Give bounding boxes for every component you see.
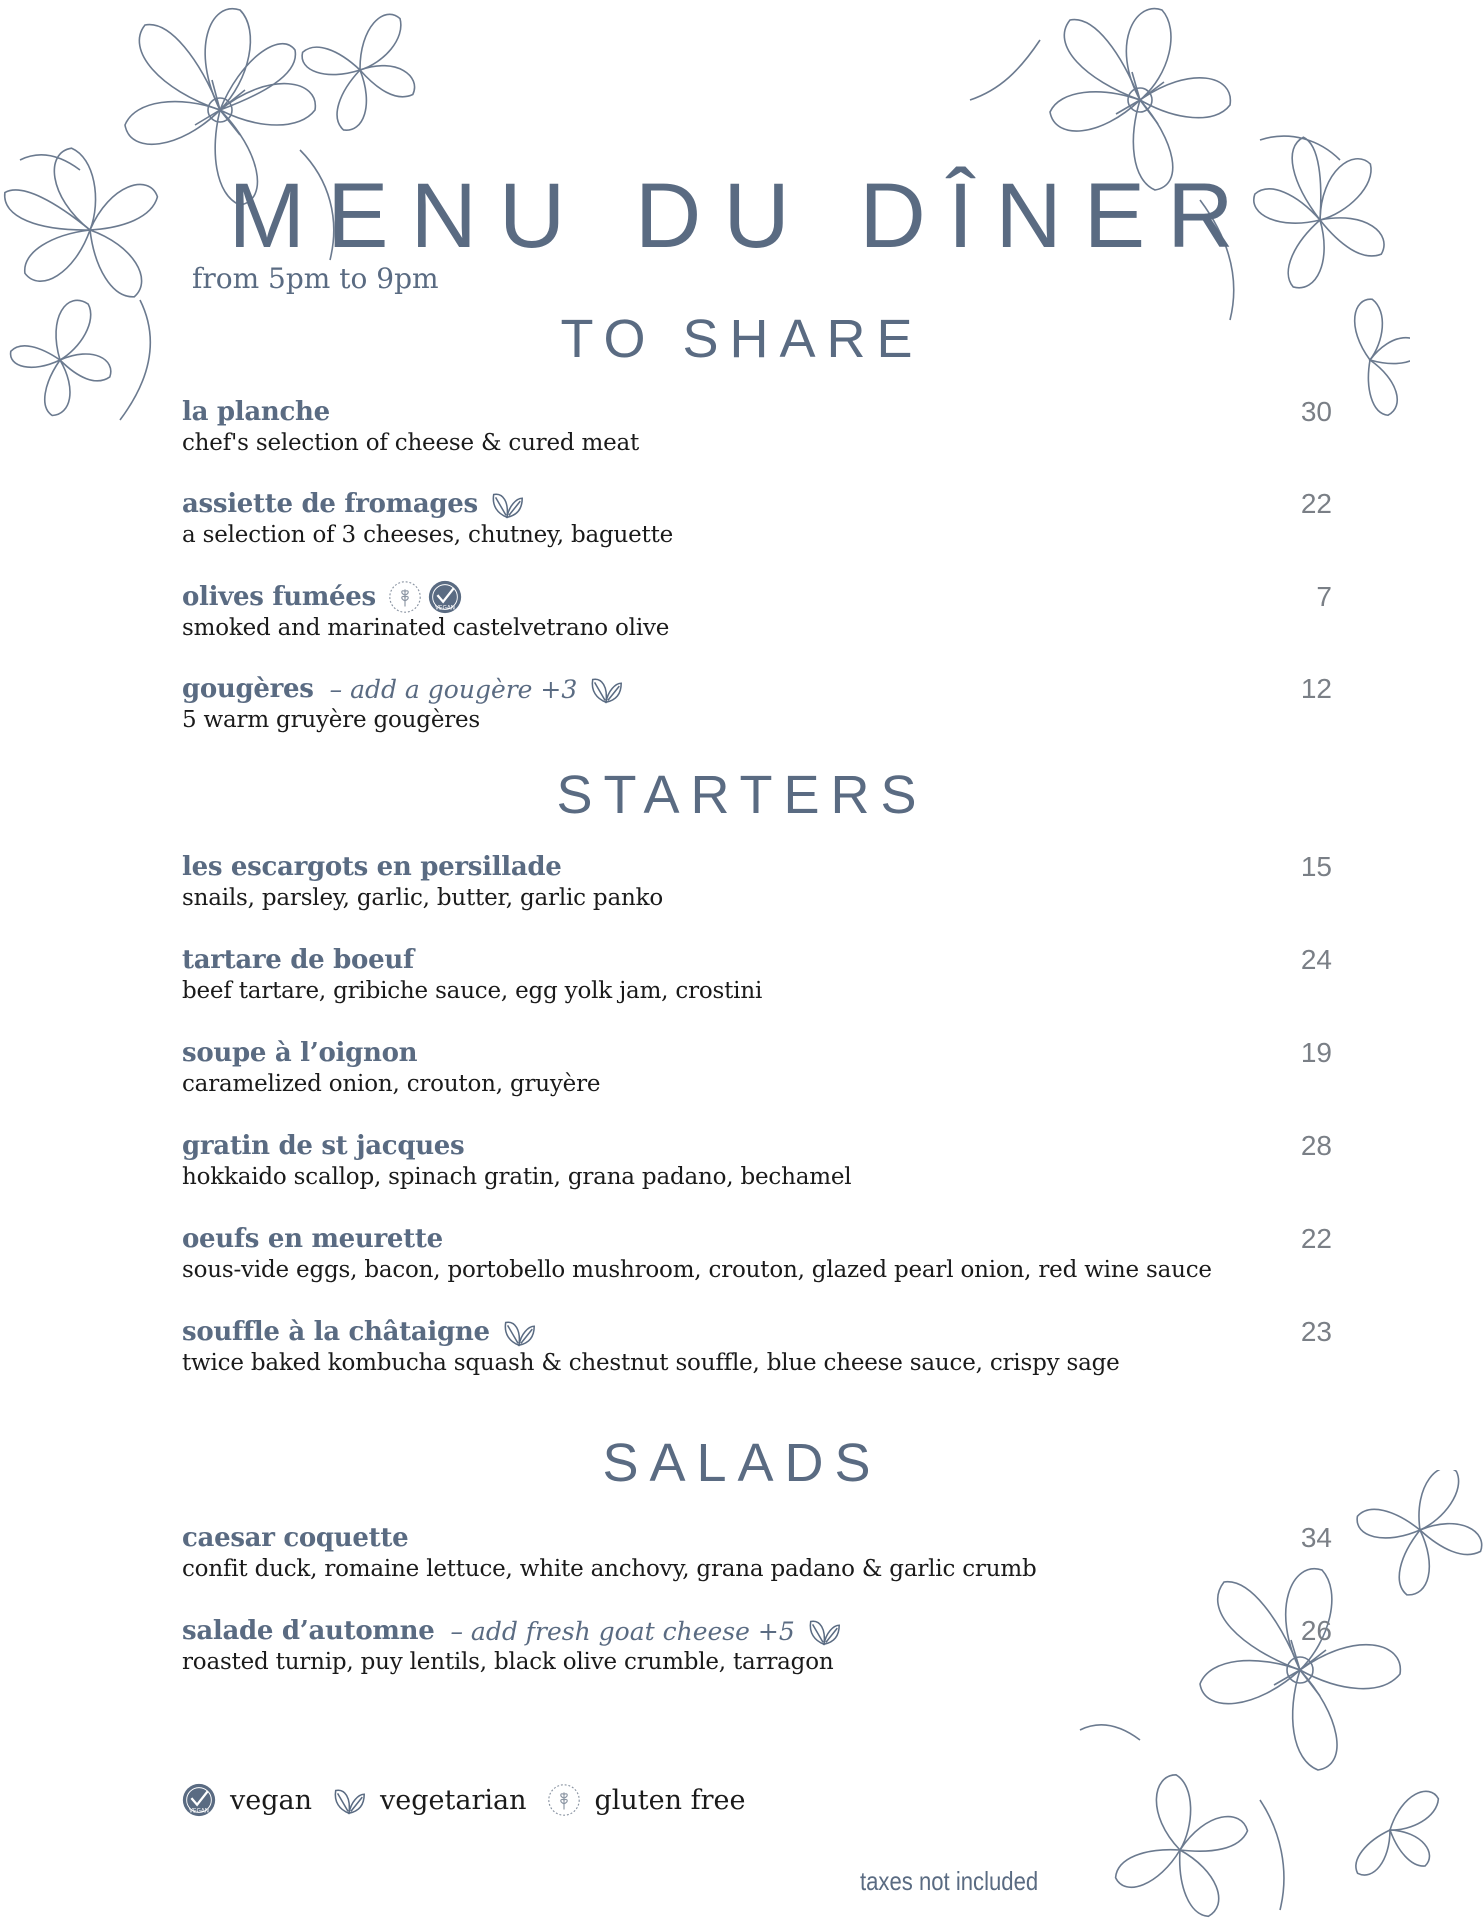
item-description: snails, parsley, garlic, butter, garlic panko [182,885,663,911]
menu-item [182,671,1332,733]
menu-item [182,394,1332,456]
item-description: 5 warm gruyère gougères [182,707,481,733]
menu-item [182,486,1332,548]
item-name: soupe à l’oignon [182,1038,418,1068]
menu-item [182,849,1332,911]
section-title-starters: STARTERS [556,765,928,825]
item-name: les escargots en persillade [182,852,562,882]
item-name: tartare de boeuf [182,945,414,975]
item-add-on-note: – add fresh goat cheese +5 [450,1616,795,1646]
item-name: assiette de fromages [182,489,478,519]
item-description: confit duck, romaine lettuce, white anchovy, grana padano & garlic crumb [182,1556,1037,1582]
item-price: 26 [1300,1615,1332,1646]
item-description: caramelized onion, crouton, gruyère [182,1071,601,1097]
item-name: la planche [182,397,330,427]
legend-label-gluten-free: gluten free [594,1784,746,1816]
vegetarian-icon [587,670,625,708]
dietary-legend [180,1780,763,1820]
legend-label-vegan: vegan [230,1784,313,1816]
svg-text:VEGAN: VEGAN [434,605,455,612]
menu-item [182,1221,1332,1283]
menu-item [182,1613,1332,1675]
vegetarian-icon [488,485,526,523]
vegetarian-icon [330,1781,368,1819]
svg-text:VEGAN: VEGAN [188,1808,210,1815]
item-price: 28 [1300,1130,1332,1161]
section-title-salads: SALADS [602,1433,882,1493]
item-name: gratin de st jacques [182,1131,465,1161]
item-name: oeufs en meurette [182,1224,443,1254]
vegan-icon [426,578,464,616]
item-name: souffle à la châtaigne [182,1317,490,1347]
vegan-icon [180,1781,218,1819]
menu-item [182,1035,1332,1097]
item-name: olives fumées [182,582,376,612]
item-price: 23 [1300,1316,1332,1347]
item-price: 34 [1300,1522,1332,1553]
item-description: smoked and marinated castelvetrano olive [182,615,670,641]
menu-title: MENU DU DÎNER [228,165,1256,267]
menu-item [182,1128,1332,1190]
item-description: a selection of 3 cheeses, chutney, baguette [182,522,674,548]
gluten-free-icon [545,1781,583,1819]
legend-label-vegetarian: vegetarian [380,1784,527,1816]
item-price: 7 [1316,581,1332,612]
item-price: 22 [1300,488,1332,519]
item-price: 12 [1300,673,1332,704]
vegetarian-icon [500,1313,538,1351]
item-name: salade d’automne [182,1616,435,1646]
item-name: gougères [182,674,314,704]
menu-hours: from 5pm to 9pm [192,262,439,295]
item-description: chef's selection of cheese & cured meat [182,430,640,456]
gluten-free-icon [386,578,424,616]
item-price: 15 [1300,851,1332,882]
item-price: 24 [1300,944,1332,975]
menu-item [182,1520,1332,1582]
menu-item [182,1314,1332,1376]
menu-item [182,579,1332,641]
item-price: 22 [1300,1223,1332,1254]
item-description: sous-vide eggs, bacon, portobello mushroom, crouton, glazed pearl onion, red wine sauce [182,1257,1212,1283]
item-add-on-note: – add a gougère +3 [329,674,578,704]
section-title-to-share: TO SHARE [560,309,924,369]
item-description: beef tartare, gribiche sauce, egg yolk jam, crostini [182,978,763,1004]
item-description: twice baked kombucha squash & chestnut souffle, blue cheese sauce, crispy sage [182,1350,1120,1376]
item-price: 19 [1300,1037,1332,1068]
vegetarian-icon [805,1612,843,1650]
menu-item [182,942,1332,1004]
item-description: hokkaido scallop, spinach gratin, grana padano, bechamel [182,1164,852,1190]
item-name: caesar coquette [182,1523,409,1553]
item-description: roasted turnip, puy lentils, black olive crumble, tarragon [182,1649,834,1675]
taxes-note: taxes not included [860,1866,1039,1896]
item-price: 30 [1300,396,1332,427]
